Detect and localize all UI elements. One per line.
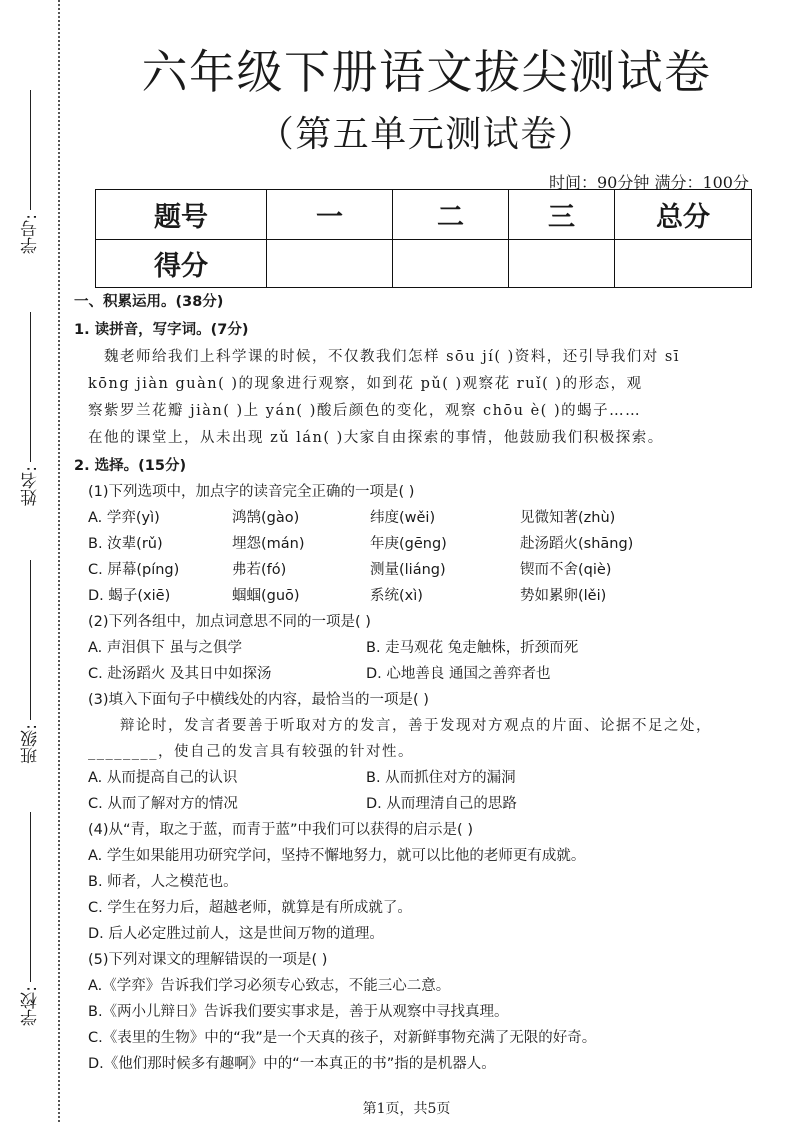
- q2-1-option: 势如累卵(lěi): [520, 588, 607, 604]
- score-header-part1: 一: [267, 190, 393, 240]
- q1-line-2: kōng jiàn guàn( )的现象进行观察，如到花 pǔ( )观察花 ruǐ( )的形态，观: [88, 376, 643, 392]
- page-footer: 第1页，共5页: [362, 1101, 451, 1117]
- binding-dotted-line: [58, 0, 60, 1122]
- time-info: 时间：90分钟 满分：100分: [549, 173, 749, 192]
- score-header-part3: 三: [509, 190, 615, 240]
- q2-4-option: D. 后人必定胜过前人，这是世间万物的道理。: [88, 926, 384, 942]
- class-line: [30, 560, 31, 720]
- q2-1-option: 年庚(gēng): [370, 536, 447, 552]
- score-cell-part2[interactable]: [393, 240, 509, 288]
- q2-5-option: A.《学弈》告诉我们学习必须专心致志，不能三心二意。: [88, 978, 451, 994]
- q2-1-option: 锲而不舍(qiè): [520, 562, 612, 578]
- score-cell-total[interactable]: [615, 240, 752, 288]
- question-1-title: 1. 读拼音，写字词。(7分): [74, 322, 249, 338]
- q2-1-option: 鸿鹄(gào): [232, 510, 300, 526]
- q2-1-option: C. 屏幕(píng): [88, 562, 180, 578]
- q2-1-option: A. 学弈(yì): [88, 510, 160, 526]
- section-heading: 一、积累运用。(38分): [74, 294, 224, 310]
- name-label: 姓名:: [20, 466, 41, 506]
- q2-2-option: C. 赴汤蹈火 及其日中如探汤: [88, 666, 272, 682]
- score-header-number: 题号: [96, 190, 267, 240]
- score-row-label: 得分: [96, 240, 267, 288]
- q2-1-option: 埋怨(mán): [232, 536, 305, 552]
- name-field: [18, 312, 42, 506]
- q2-3-passage-line-1: 辩论时，发言者要善于听取对方的发言，善于发现对方观点的片面、论据不足之处，: [120, 718, 712, 734]
- q2-2-option: A. 声泪俱下 虽与之俱学: [88, 640, 242, 656]
- q2-3-option: C. 从而了解对方的情况: [88, 796, 238, 812]
- q2-1-option: 蝈蝈(guō): [232, 588, 300, 604]
- q2-3-option: D. 从而理清自己的思路: [366, 796, 517, 812]
- q2-3-option: B. 从而抓住对方的漏洞: [366, 770, 516, 786]
- score-header-part2: 二: [393, 190, 509, 240]
- q1-line-4: 在他的课堂上，从未出现 zǔ lán( )大家自由探索的事情，他鼓励我们积极探索。: [88, 430, 664, 446]
- q2-1-option: B. 汝辈(rǔ): [88, 536, 163, 552]
- exam-title: 六年级下册语文拔尖测试卷: [141, 45, 712, 99]
- q2-4-option: A. 学生如果能用功研究学问，坚持不懈地努力，就可以比他的老师更有成就。: [88, 848, 586, 864]
- school-line: [30, 812, 31, 982]
- q2-5-option: B.《两小儿辩日》告诉我们要实事求是，善于从观察中寻找真理。: [88, 1004, 509, 1020]
- q2-4-option: C. 学生在努力后，超越老师，就算是有所成就了。: [88, 900, 412, 916]
- class-field: [18, 560, 42, 764]
- q2-1-option: 测量(liáng): [370, 562, 446, 578]
- q2-1-option: 见微知著(zhù): [520, 510, 616, 526]
- q2-1-option: 赴汤蹈火(shāng): [520, 536, 634, 552]
- q2-1-option: 纬度(wěi): [370, 510, 436, 526]
- q1-line-3: 察紫罗兰花瓣 jiàn( )上 yán( )酸后颜色的变化，观察 chōu è( )的蝎子……: [88, 403, 642, 419]
- q2-5-option: C.《表里的生物》中的“我”是一个天真的孩子，对新鲜事物充满了无限的好奇。: [88, 1030, 597, 1046]
- q2-3-option: A. 从而提高自己的认识: [88, 770, 238, 786]
- score-cell-part1[interactable]: [267, 240, 393, 288]
- student-id-label: 学号:: [20, 214, 41, 254]
- q2-1-stem: (1)下列选项中，加点字的读音完全正确的一项是( ): [88, 484, 415, 500]
- question-2-title: 2. 选择。(15分): [74, 458, 187, 474]
- q2-1-option: 系统(xì): [370, 588, 423, 604]
- q2-4-option: B. 师者，人之模范也。: [88, 874, 238, 890]
- q2-1-option: D. 蝎子(xiē): [88, 588, 171, 604]
- q1-line-1: 魏老师给我们上科学课的时候，不仅教我们怎样 sōu jí( )资料，还引导我们对 sī: [104, 349, 680, 365]
- school-field: [18, 812, 42, 1026]
- q2-2-stem: (2)下列各组中，加点词意思不同的一项是( ): [88, 614, 371, 630]
- q2-2-option: B. 走马观花 兔走触株，折颈而死: [366, 640, 579, 656]
- q2-3-stem: (3)填入下面句子中横线处的内容，最恰当的一项是( ): [88, 692, 429, 708]
- q2-4-stem: (4)从“青，取之于蓝，而青于蓝”中我们可以获得的启示是( ): [88, 822, 473, 838]
- score-table: [95, 189, 752, 288]
- class-label: 班级:: [20, 724, 41, 764]
- score-cell-part3[interactable]: [509, 240, 615, 288]
- exam-subtitle: （第五单元测试卷）: [257, 114, 596, 155]
- q2-3-passage-line-2: ________，使自己的发言具有较强的针对性。: [88, 744, 414, 760]
- score-header-total: 总分: [615, 190, 752, 240]
- q2-5-option: D.《他们那时候多有趣啊》中的“一本真正的书”指的是机器人。: [88, 1056, 496, 1072]
- school-label: 学校:: [20, 986, 41, 1026]
- q2-2-option: D. 心地善良 通国之善弈者也: [366, 666, 551, 682]
- q2-1-option: 弗若(fó): [232, 562, 287, 578]
- name-line: [30, 312, 31, 462]
- q2-5-stem: (5)下列对课文的理解错误的一项是( ): [88, 952, 328, 968]
